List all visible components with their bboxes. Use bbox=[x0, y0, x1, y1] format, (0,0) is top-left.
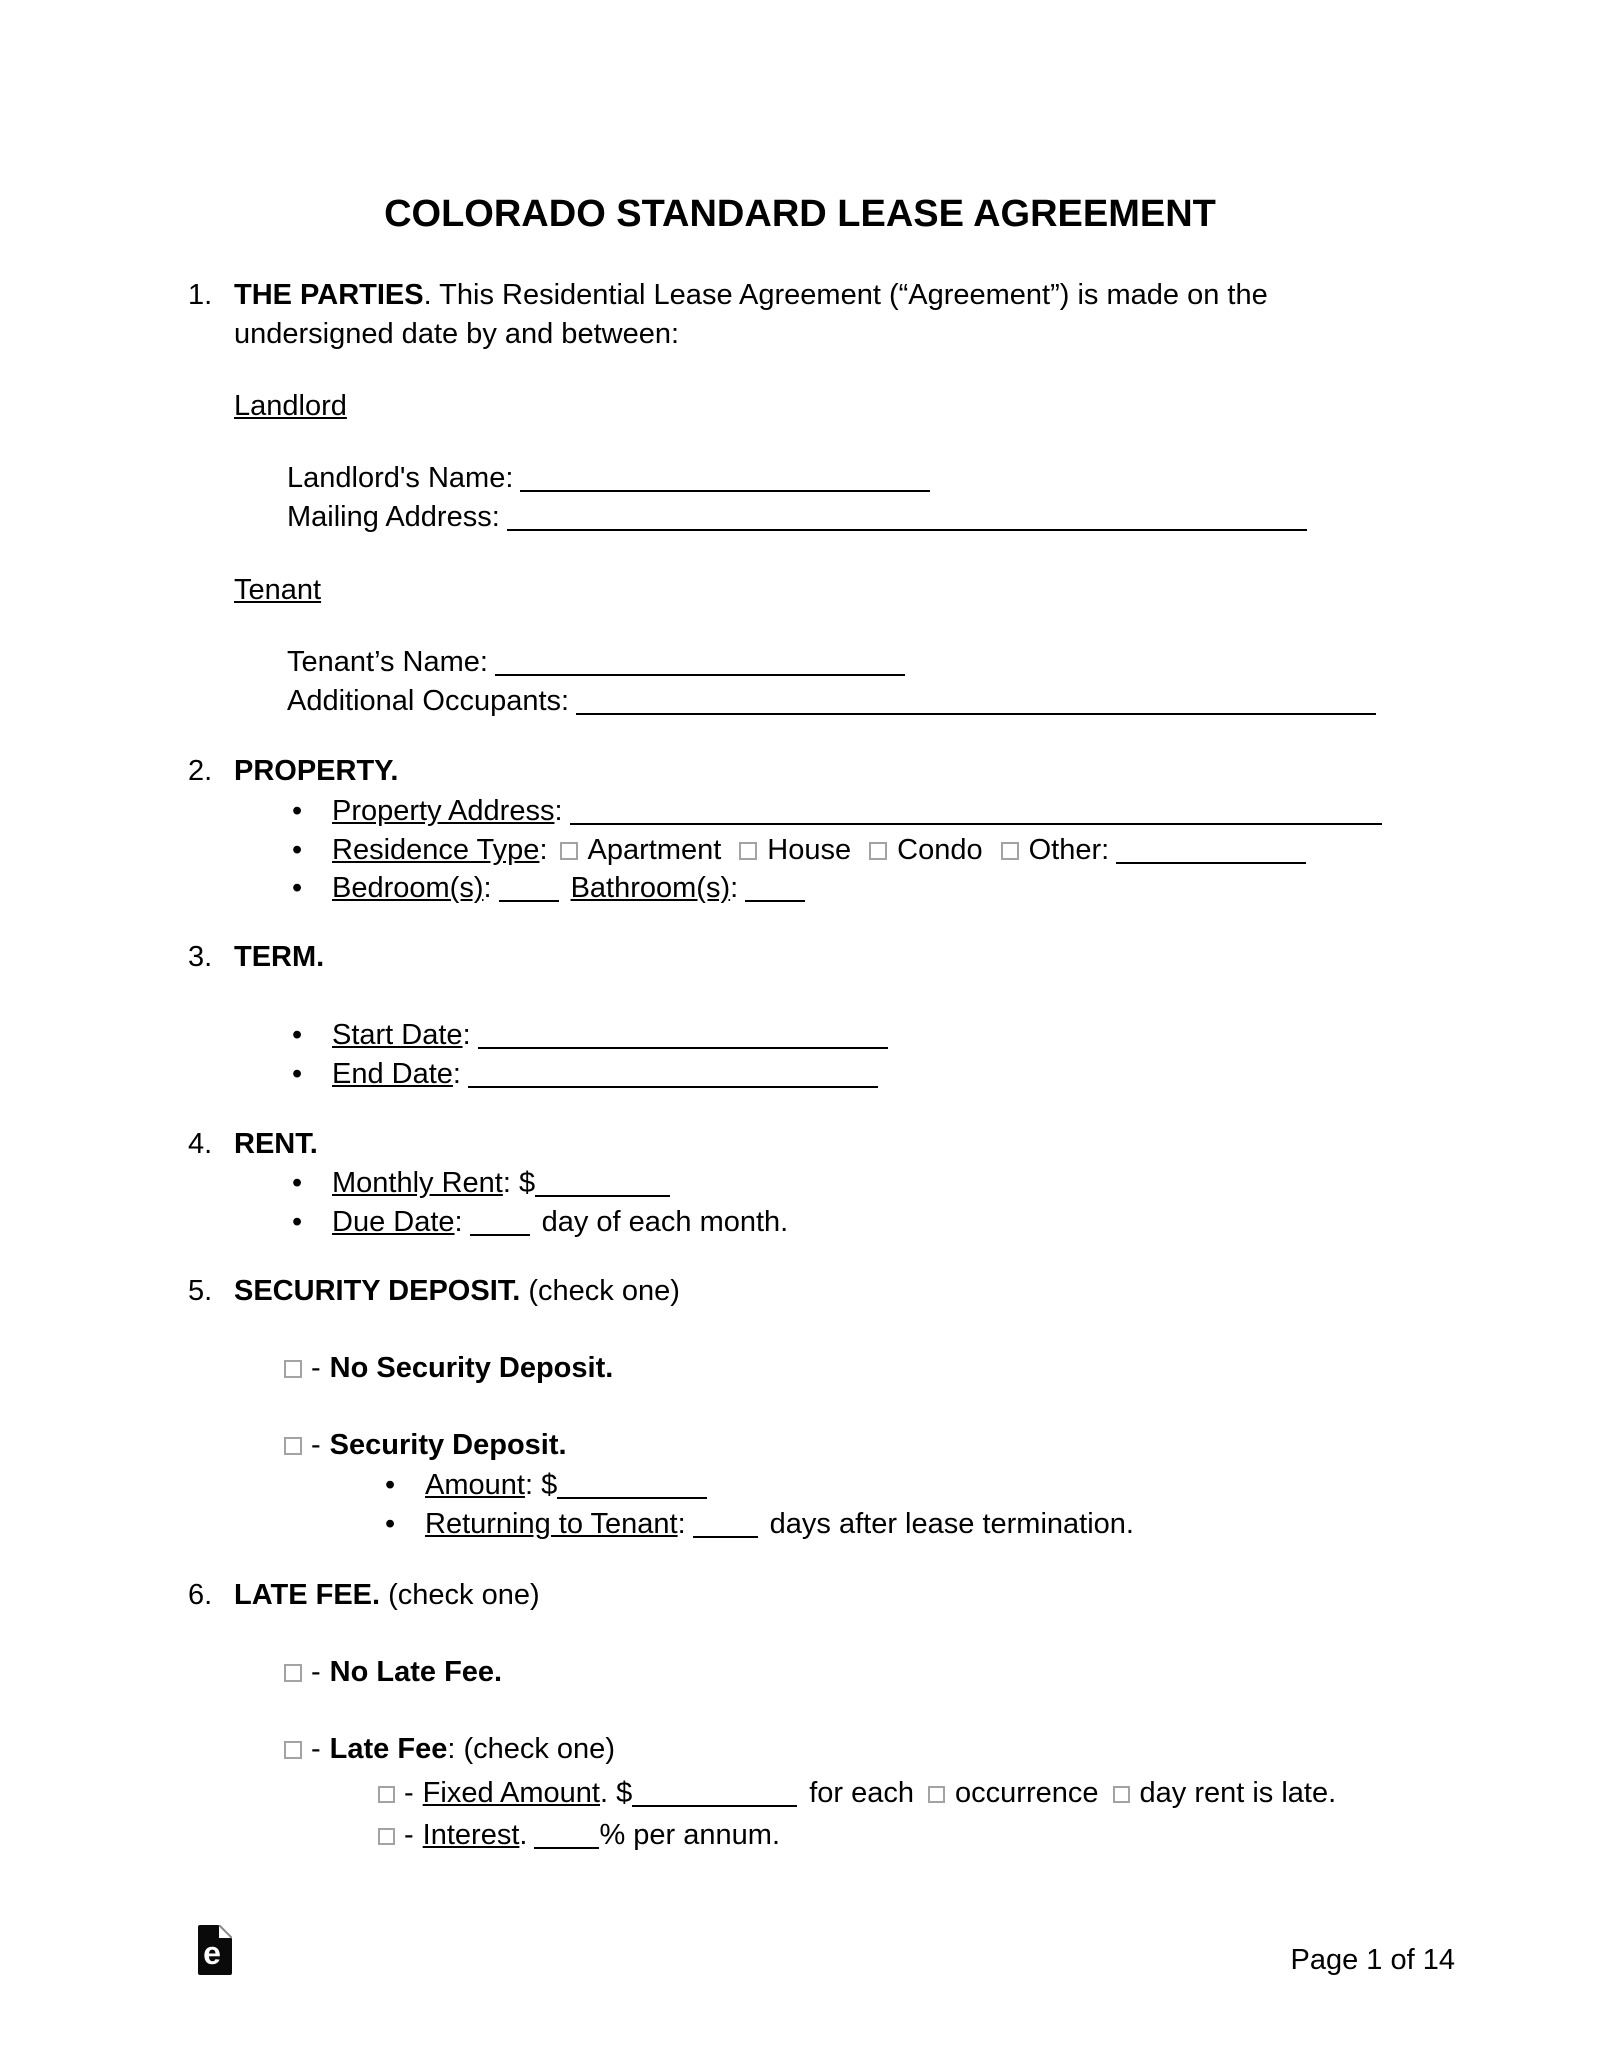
section-heading-property: PROPERTY. bbox=[234, 755, 399, 787]
option-house: House bbox=[767, 834, 852, 866]
fixed-amount-checkbox[interactable] bbox=[378, 1786, 395, 1803]
house-checkbox[interactable] bbox=[739, 842, 757, 860]
bullet-icon bbox=[385, 1469, 425, 1502]
end-date-label: End Date bbox=[332, 1058, 453, 1090]
security-deposit-label: Security Deposit bbox=[329, 1429, 559, 1461]
bedrooms-blank[interactable] bbox=[499, 871, 559, 902]
other-blank[interactable] bbox=[1116, 833, 1306, 864]
parties-intro-line2: undersigned date by and between: bbox=[234, 318, 680, 350]
mailing-address-row bbox=[287, 500, 1307, 534]
deposit-heading-row bbox=[188, 1275, 680, 1308]
option-condo: Condo bbox=[897, 834, 983, 866]
term-heading-row bbox=[188, 941, 324, 974]
section-number: 3. bbox=[188, 941, 213, 973]
rent-heading-row bbox=[188, 1128, 318, 1161]
end-date-row: •End Date: bbox=[292, 1057, 878, 1091]
bullet-icon bbox=[292, 795, 332, 828]
bullet-icon bbox=[292, 1019, 332, 1052]
condo-checkbox[interactable] bbox=[869, 842, 887, 860]
late-fee-heading-suffix: (check one) bbox=[380, 1579, 540, 1611]
security-deposit-checkbox[interactable] bbox=[284, 1437, 302, 1455]
page-number: Page 1 of 14 bbox=[1290, 1944, 1455, 1976]
residence-type-label: Residence Type bbox=[332, 834, 540, 866]
mailing-address-label: Mailing Address: bbox=[287, 501, 500, 533]
deposit-amount-blank[interactable] bbox=[557, 1468, 707, 1499]
interest-checkbox[interactable] bbox=[378, 1828, 395, 1845]
bathrooms-label: Bathroom(s) bbox=[570, 872, 731, 904]
section-number: 6. bbox=[188, 1579, 213, 1611]
tenant-name-blank[interactable] bbox=[495, 645, 905, 676]
due-date-label: Due Date bbox=[332, 1206, 455, 1238]
due-date-row: •Due Date: day of each month. bbox=[292, 1205, 788, 1239]
returning-to-tenant-label: Returning to Tenant bbox=[425, 1508, 678, 1540]
property-address-blank[interactable] bbox=[570, 794, 1382, 825]
start-date-blank[interactable] bbox=[478, 1018, 888, 1049]
landlord-name-row bbox=[287, 461, 930, 495]
deposit-amount-row: •Amount: $ bbox=[385, 1468, 707, 1502]
returning-tail: days after lease termination. bbox=[769, 1508, 1134, 1540]
no-late-fee-checkbox[interactable] bbox=[284, 1664, 302, 1682]
bullet-icon bbox=[385, 1508, 425, 1541]
late-fee-label: Late Fee bbox=[329, 1733, 448, 1765]
section-heading-late-fee: LATE FEE. bbox=[234, 1579, 381, 1611]
tenant-name-row bbox=[287, 645, 905, 679]
day-checkbox[interactable] bbox=[1113, 1786, 1130, 1803]
document-title: COLORADO STANDARD LEASE AGREEMENT bbox=[384, 193, 1216, 235]
section-number: 2. bbox=[188, 755, 213, 787]
no-security-deposit-label: No Security Deposit bbox=[329, 1352, 606, 1384]
no-security-deposit-checkbox[interactable] bbox=[284, 1360, 302, 1378]
late-fee-option: - Late Fee: (check one) bbox=[284, 1733, 615, 1766]
landlord-name-blank[interactable] bbox=[520, 461, 930, 492]
fixed-amount-row: - Fixed Amount. $ for each occurrence day rent is late. bbox=[378, 1776, 1336, 1810]
monthly-rent-blank[interactable] bbox=[535, 1166, 670, 1197]
bullet-icon bbox=[292, 1058, 332, 1091]
bullet-icon bbox=[292, 872, 332, 905]
bedrooms-label: Bedroom(s) bbox=[332, 872, 484, 904]
occurrence-checkbox[interactable] bbox=[928, 1786, 945, 1803]
section-heading-rent: RENT. bbox=[234, 1128, 318, 1160]
residence-type-row: •Residence Type: Apartment House Condo Other: bbox=[292, 833, 1306, 867]
parties-intro-line1 bbox=[188, 279, 1268, 312]
due-date-tail: day of each month. bbox=[541, 1206, 789, 1238]
occurrence-text: occurrence bbox=[955, 1777, 1099, 1809]
property-address-row: •Property Address: bbox=[292, 794, 1382, 828]
monthly-rent-label: Monthly Rent bbox=[332, 1167, 503, 1199]
interest-row: - Interest. % per annum. bbox=[378, 1818, 780, 1852]
bullet-icon bbox=[292, 1167, 332, 1200]
day-rent-late-text: day rent is late. bbox=[1139, 1777, 1337, 1809]
section-heading-parties: THE PARTIES bbox=[234, 279, 424, 311]
property-heading-row bbox=[188, 755, 398, 788]
additional-occupants-blank[interactable] bbox=[576, 684, 1376, 715]
interest-rate-blank[interactable] bbox=[534, 1818, 599, 1849]
section-heading-term: TERM. bbox=[234, 941, 325, 973]
mailing-address-blank[interactable] bbox=[507, 500, 1307, 531]
section-number: 5. bbox=[188, 1275, 213, 1307]
deposit-amount-label: Amount bbox=[425, 1469, 525, 1501]
late-fee-heading-row bbox=[188, 1579, 540, 1612]
additional-occupants-row bbox=[287, 684, 1376, 718]
fixed-amount-label: Fixed Amount bbox=[422, 1777, 600, 1809]
start-date-label: Start Date bbox=[332, 1019, 463, 1051]
returning-days-blank[interactable] bbox=[693, 1507, 758, 1538]
additional-occupants-label: Additional Occupants: bbox=[287, 685, 570, 717]
late-fee-checkbox[interactable] bbox=[284, 1741, 302, 1759]
tenant-heading: Tenant bbox=[234, 574, 322, 606]
monthly-rent-row: •Monthly Rent: $ bbox=[292, 1166, 670, 1200]
section-number: 4. bbox=[188, 1128, 213, 1160]
apartment-checkbox[interactable] bbox=[560, 842, 578, 860]
interest-label: Interest bbox=[422, 1819, 520, 1851]
deposit-heading-suffix: (check one) bbox=[520, 1275, 680, 1307]
other-checkbox[interactable] bbox=[1001, 842, 1019, 860]
svg-text:e: e bbox=[203, 1935, 221, 1971]
per-annum-text: % per annum. bbox=[599, 1819, 780, 1851]
due-date-blank[interactable] bbox=[470, 1205, 530, 1236]
bullet-icon bbox=[292, 834, 332, 867]
option-apartment: Apartment bbox=[587, 834, 722, 866]
end-date-blank[interactable] bbox=[468, 1057, 878, 1088]
start-date-row: •Start Date: bbox=[292, 1018, 888, 1052]
option-other: Other: bbox=[1028, 834, 1110, 866]
returning-to-tenant-row: •Returning to Tenant: days after lease termination. bbox=[385, 1507, 1134, 1541]
section-heading-deposit: SECURITY DEPOSIT. bbox=[234, 1275, 521, 1307]
parties-intro-text: . This Residential Lease Agreement (“Agreement”) is made on the bbox=[423, 279, 1268, 311]
eforms-logo-icon bbox=[198, 1925, 232, 1975]
fixed-amount-blank[interactable] bbox=[632, 1776, 797, 1807]
no-security-deposit-option: - No Security Deposit. bbox=[284, 1352, 613, 1385]
tenant-name-label: Tenant’s Name: bbox=[287, 646, 488, 678]
security-deposit-option: - Security Deposit. bbox=[284, 1429, 567, 1462]
property-address-label: Property Address bbox=[332, 795, 555, 827]
bullet-icon bbox=[292, 1206, 332, 1239]
landlord-heading: Landlord bbox=[234, 390, 347, 422]
no-late-fee-label: No Late Fee bbox=[329, 1656, 495, 1688]
for-each-text: for each bbox=[809, 1777, 915, 1809]
section-number: 1. bbox=[188, 279, 213, 311]
landlord-name-label: Landlord's Name: bbox=[287, 462, 514, 494]
bedrooms-bathrooms-row: •Bedroom(s): Bathroom(s): bbox=[292, 871, 805, 905]
no-late-fee-option: - No Late Fee. bbox=[284, 1656, 502, 1689]
bathrooms-blank[interactable] bbox=[745, 871, 805, 902]
